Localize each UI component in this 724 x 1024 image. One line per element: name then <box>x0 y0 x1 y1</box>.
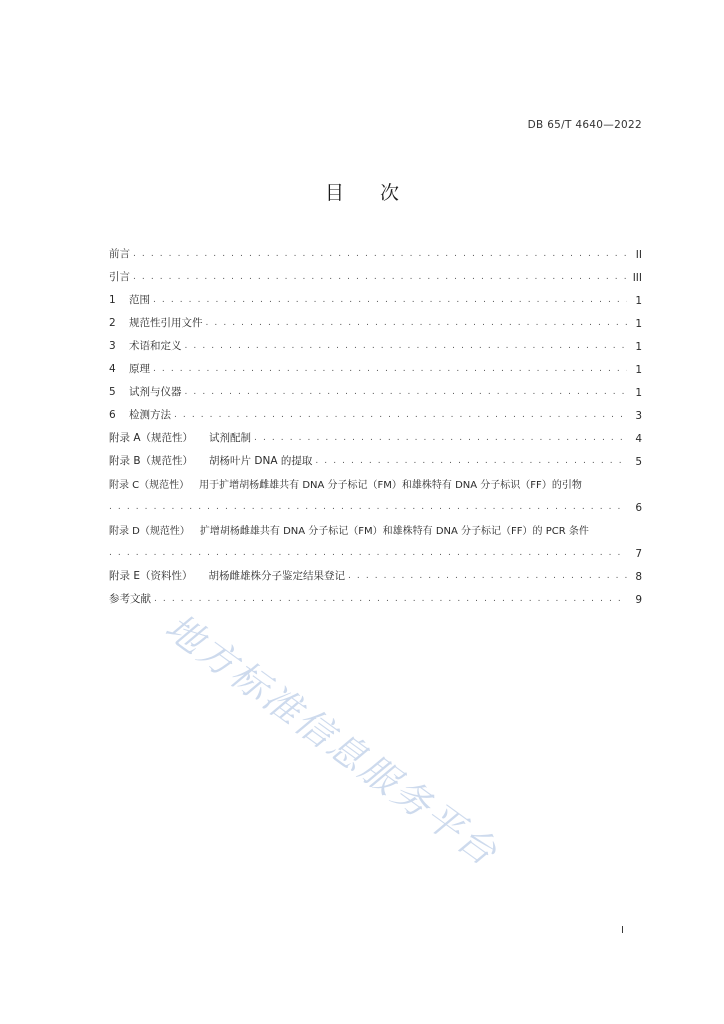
toc-leader-dots <box>185 385 628 399</box>
toc-entry-number: 2 <box>109 317 116 329</box>
toc-leader-dots <box>185 339 628 353</box>
toc-entry-appendix-e[interactable] <box>109 560 642 583</box>
toc-leader-dots <box>206 316 628 330</box>
toc-entry-principle[interactable] <box>109 353 642 376</box>
document-code: DB 65/T 4640—2022 <box>527 119 642 131</box>
toc-entry-terms[interactable] <box>109 330 642 353</box>
toc-entry-prefix: 附录 E（资料性） <box>109 570 193 582</box>
toc-leader-dots <box>348 569 627 583</box>
toc-entry-label: 用于扩增胡杨雌雄共有 DNA 分子标记（FM）和雄株特有 DNA 分子标识（FF）的引物 <box>199 480 582 491</box>
toc-title-char-1: 目 <box>324 182 344 204</box>
toc-entry-label: 规范性引用文件 <box>129 317 203 329</box>
toc-entry-label: 试剂与仪器 <box>129 386 182 398</box>
toc-entry-page: 1 <box>635 341 642 353</box>
toc-entry-introduction[interactable] <box>109 261 642 284</box>
toc-entry-appendix-c[interactable] <box>109 468 642 491</box>
toc-entry-label: 前言 <box>109 248 130 260</box>
toc-entry-number: 4 <box>109 363 116 375</box>
toc-entry-label: 术语和定义 <box>129 340 182 352</box>
toc-entry-appendix-c-continued[interactable] <box>109 491 642 514</box>
toc-entry-label: 原理 <box>129 363 150 375</box>
toc-entry-page: 9 <box>635 594 642 606</box>
toc-title-char-2: 次 <box>380 182 400 204</box>
toc-entry-page: 1 <box>635 295 642 307</box>
toc-entry-page: 5 <box>635 456 642 468</box>
toc-entry-page: 7 <box>635 548 642 560</box>
toc-entry-page: 1 <box>635 364 642 376</box>
page-number: I <box>621 925 624 936</box>
toc-entry-label: 检测方法 <box>129 409 171 421</box>
toc-leader-dots <box>254 431 627 445</box>
toc-entry-page: 3 <box>635 410 642 422</box>
toc-entry-label: 引言 <box>109 271 130 283</box>
toc-entry-appendix-d[interactable] <box>109 514 642 537</box>
toc-entry-reagents[interactable] <box>109 376 642 399</box>
toc-entry-page: III <box>632 272 642 284</box>
watermark: 地方标准信息服务平台 <box>157 605 507 876</box>
toc-entry-prefix: 附录 A（规范性） <box>109 432 194 444</box>
toc-title <box>0 178 724 205</box>
toc-leader-dots <box>154 592 627 606</box>
table-of-contents <box>109 238 642 606</box>
toc-entry-scope[interactable] <box>109 284 642 307</box>
toc-entry-appendix-d-continued[interactable] <box>109 537 642 560</box>
toc-entry-prefix: 附录 D（规范性） <box>109 526 190 537</box>
toc-entry-appendix-b[interactable] <box>109 445 642 468</box>
toc-entry-label: 扩增胡杨雌雄共有 DNA 分子标记（FM）和雄株特有 DNA 分子标记（FF）的 PCR 条件 <box>199 526 589 537</box>
toc-entry-page: II <box>635 249 642 261</box>
toc-leader-dots <box>315 454 627 468</box>
toc-entry-appendix-a[interactable] <box>109 422 642 445</box>
toc-entry-page: 1 <box>635 318 642 330</box>
toc-leader-dots <box>109 546 627 560</box>
toc-entry-foreword[interactable] <box>109 238 642 261</box>
toc-leader-dots <box>153 293 627 307</box>
toc-entry-number: 5 <box>109 386 116 398</box>
toc-entry-label: 范围 <box>129 294 150 306</box>
toc-entry-label: 试剂配制 <box>209 432 252 444</box>
toc-entry-prefix: 附录 B（规范性） <box>109 455 194 467</box>
toc-entry-prefix: 附录 C（规范性） <box>109 480 190 491</box>
toc-leader-dots <box>133 247 627 261</box>
toc-entry-methods[interactable] <box>109 399 642 422</box>
toc-entry-page: 8 <box>635 571 642 583</box>
toc-entry-page: 6 <box>635 502 642 514</box>
toc-leader-dots <box>133 270 627 284</box>
toc-entry-label: 参考文献 <box>109 593 151 605</box>
toc-entry-number: 3 <box>109 340 116 352</box>
toc-entry-label: 胡杨叶片 DNA 的提取 <box>209 455 313 467</box>
toc-leader-dots <box>174 408 627 422</box>
toc-entry-page: 4 <box>635 433 642 445</box>
toc-entry-number: 6 <box>109 409 116 421</box>
toc-entry-normative-references[interactable] <box>109 307 642 330</box>
toc-entry-number: 1 <box>109 294 116 306</box>
toc-leader-dots <box>109 500 627 514</box>
toc-entry-page: 1 <box>635 387 642 399</box>
toc-leader-dots <box>153 362 627 376</box>
toc-entry-label: 胡杨雌雄株分子鉴定结果登记 <box>208 570 345 582</box>
